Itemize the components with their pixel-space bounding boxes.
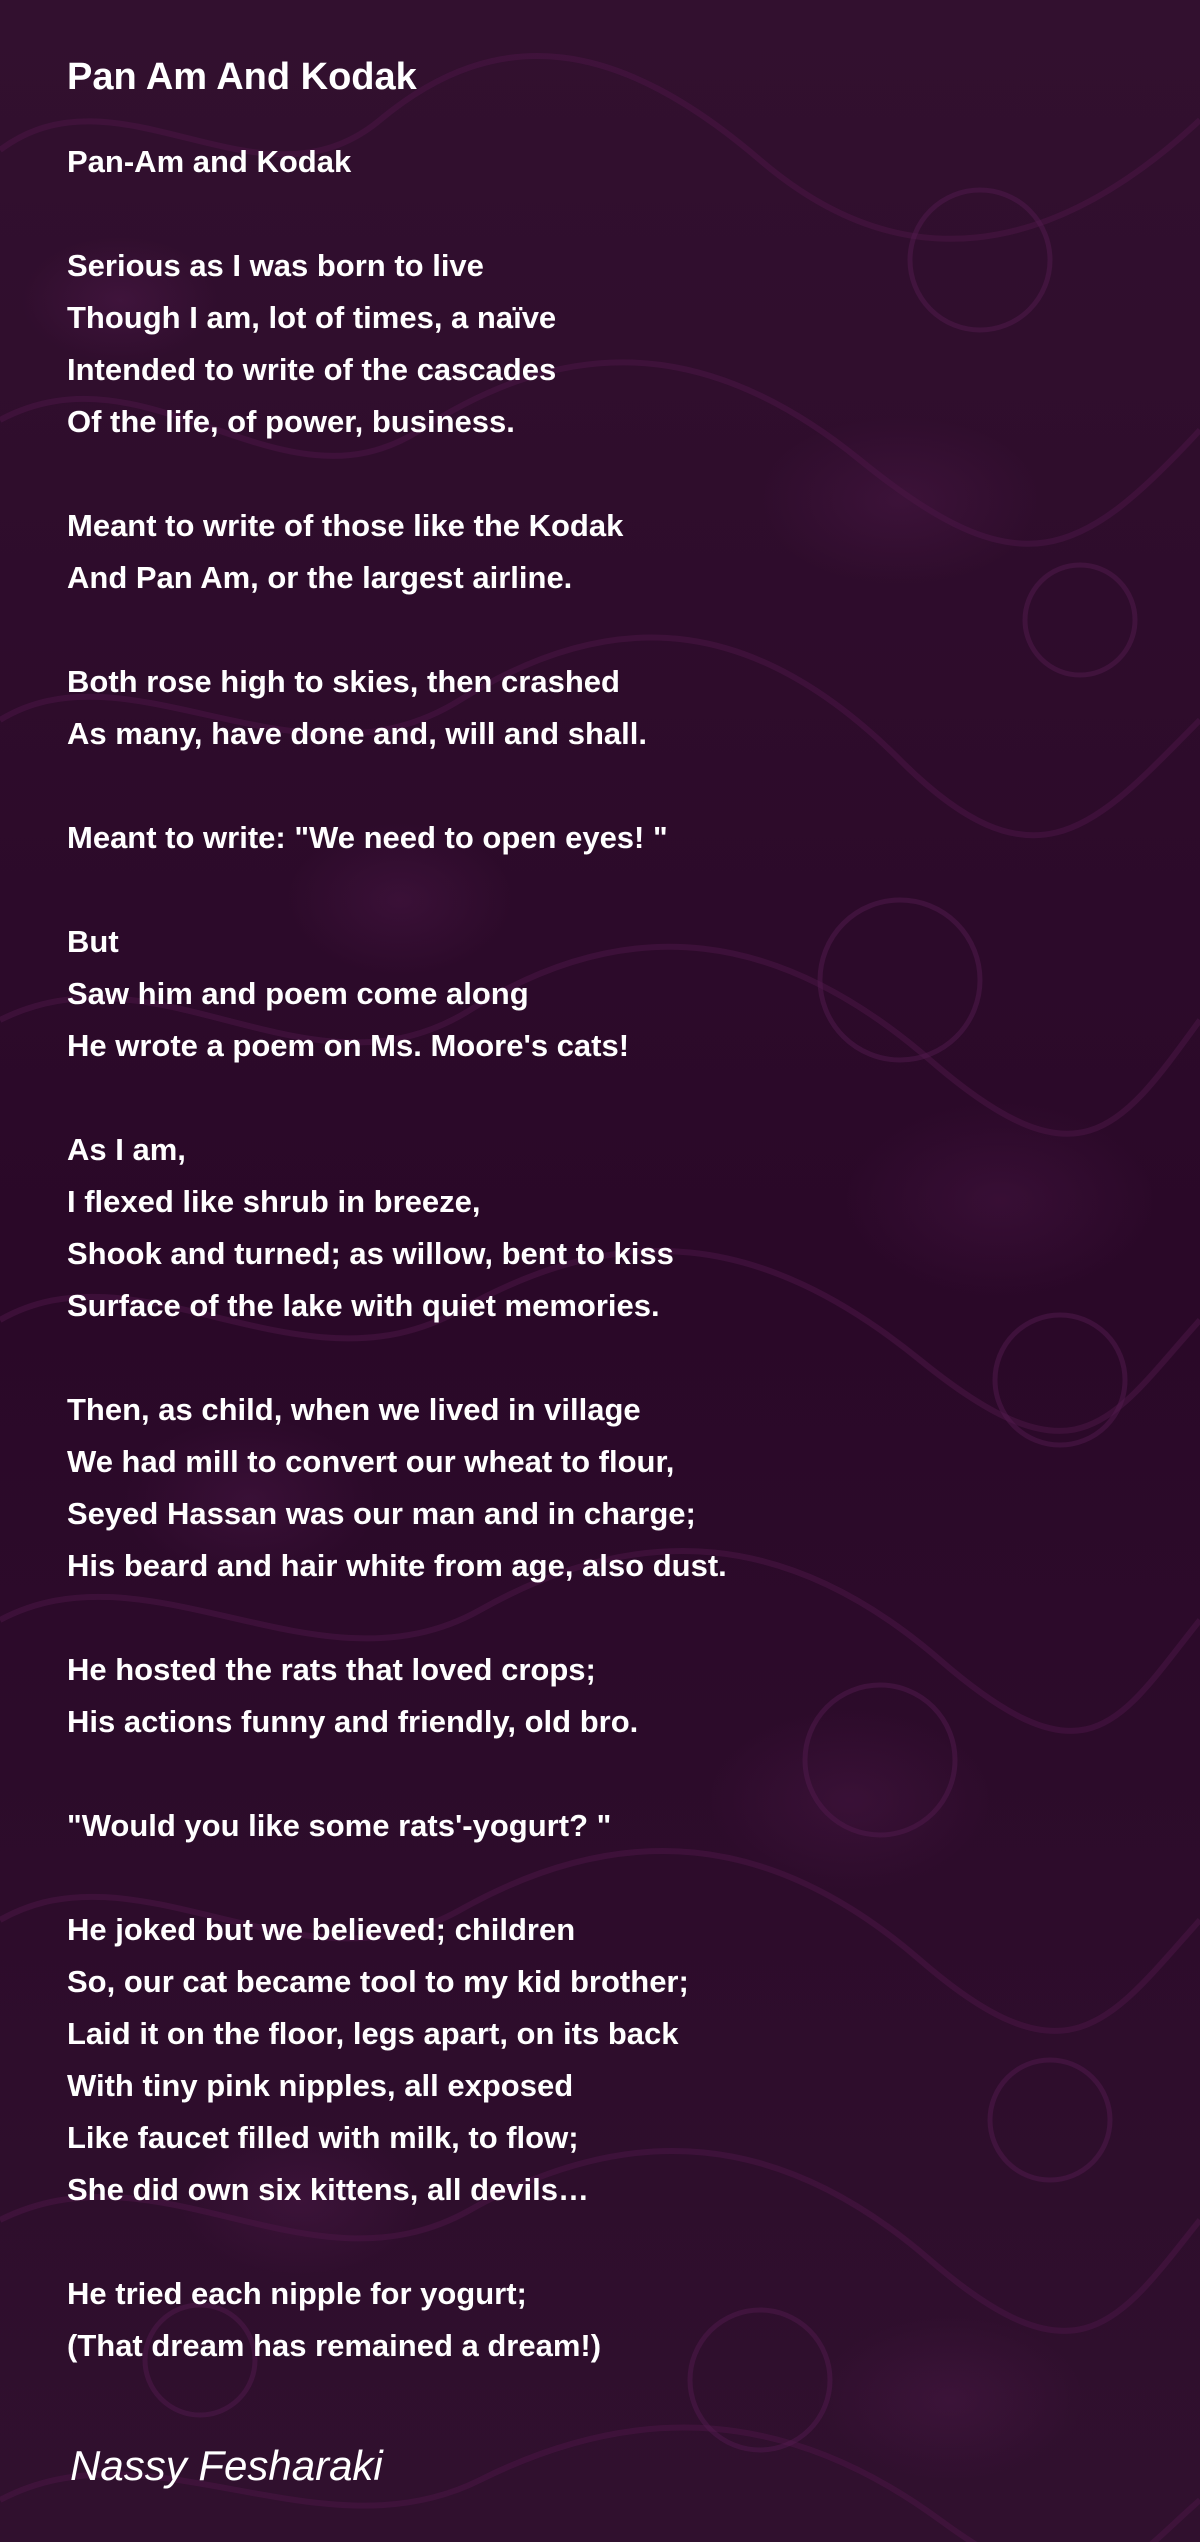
poem-line: His actions funny and friendly, old bro. [67,1704,639,1739]
poem-line: He wrote a poem on Ms. Moore's cats! [67,1028,630,1063]
poem-line: (That dream has remained a dream!) [67,2328,602,2363]
poem-line: Surface of the lake with quiet memories. [67,1288,660,1323]
poem-line: She did own six kittens, all devils… [67,2172,589,2207]
poem-stanza [67,812,1147,864]
poem-stanza [67,136,1147,188]
poem-line: Meant to write of those like the Kodak [67,508,624,543]
poem-stanza [67,1384,1147,1592]
poem-title: Pan Am And Kodak [67,56,417,98]
poem-author: Nassy Fesharaki [70,2442,383,2489]
poem-stanza [67,1904,1147,2216]
poem-line: As I am, [67,1132,186,1167]
poem-stanza [67,1124,1147,1332]
poem-line: Serious as I was born to live [67,248,484,283]
poem-line: With tiny pink nipples, all exposed [67,2068,574,2103]
poem-line: Both rose high to skies, then crashed [67,664,620,699]
poem-line: He hosted the rats that loved crops; [67,1652,596,1687]
poem-line: Seyed Hassan was our man and in charge; [67,1496,696,1531]
poem-line: Saw him and poem come along [67,976,529,1011]
poem-line: I flexed like shrub in breeze, [67,1184,481,1219]
poem-line: And Pan Am, or the largest airline. [67,560,573,595]
poem-line: "Would you like some rats'-yogurt? " [67,1808,612,1843]
poem-stanza [67,1644,1147,1748]
poem-line: Meant to write: "We need to open eyes! " [67,820,668,855]
poem-line: Then, as child, when we lived in village [67,1392,641,1427]
poem-line: Pan-Am and Kodak [67,144,352,179]
poem-line: Laid it on the floor, legs apart, on its back [67,2016,679,2051]
poem-line: Intended to write of the cascades [67,352,557,387]
poem-line: Shook and turned; as willow, bent to kiss [67,1236,674,1271]
poem-line: He tried each nipple for yogurt; [67,2276,527,2311]
poem-line: Like faucet filled with milk, to flow; [67,2120,579,2155]
poem-line: His beard and hair white from age, also dust. [67,1548,727,1583]
poem-line: So, our cat became tool to my kid brother; [67,1964,689,1999]
poem-line: But [67,924,119,959]
poem-stanza [67,240,1147,448]
poem-stanza [67,2268,1147,2372]
poem-stanza [67,656,1147,760]
poem-container [67,48,1147,2424]
poem-line: We had mill to convert our wheat to flour, [67,1444,675,1479]
poem-line: Of the life, of power, business. [67,404,515,439]
poem-stanza [67,916,1147,1072]
poem-stanza [67,1800,1147,1852]
poem-line: Though I am, lot of times, a naïve [67,300,557,335]
poem-line: As many, have done and, will and shall. [67,716,647,751]
poem-body [67,136,1147,2372]
poem-line: He joked but we believed; children [67,1912,576,1947]
poem-stanza [67,500,1147,604]
